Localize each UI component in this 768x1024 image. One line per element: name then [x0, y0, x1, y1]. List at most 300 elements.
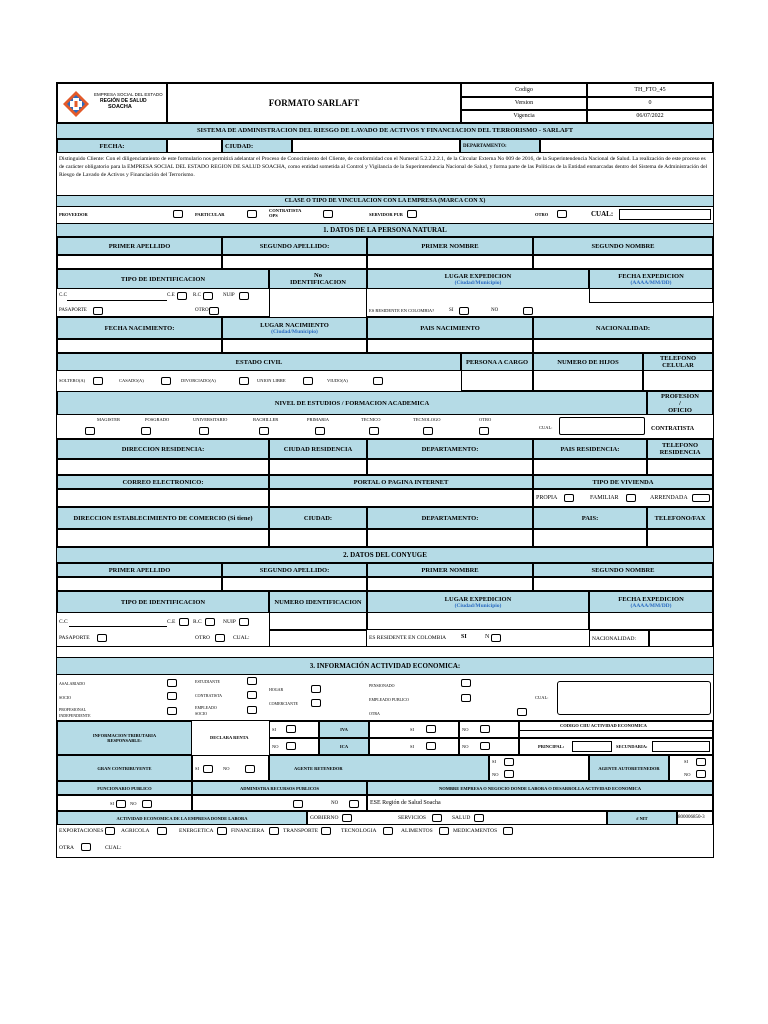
actividad-emp-label: ACTIVIDAD ECONOMICA DE LA EMPRESA DONDE LABORA: [57, 811, 307, 825]
correo-field[interactable]: [57, 489, 269, 507]
tel-res-line1: TELEFONO: [661, 442, 699, 449]
divorciado-label: DIVORCIADO(A): [181, 378, 216, 383]
nit-value: 800006850-3: [678, 815, 705, 820]
ica-label: ICA: [319, 738, 369, 755]
ce-label: C.E: [167, 293, 175, 298]
c-lugar-exp-hint: (Ciudad/Municipio): [454, 602, 502, 609]
nuip-label: NUIP: [223, 293, 235, 298]
persona-cargo-field[interactable]: [461, 371, 533, 391]
ret-no-checkbox[interactable]: [504, 770, 514, 778]
otra-act-label: OTRA: [369, 711, 380, 716]
clase-title: CLASE O TIPO DE VINCULACION CON LA EMPRESA (MARCA CON X): [57, 195, 713, 207]
c-fecha-exp-hint: (AAAA/MM/DD): [630, 602, 672, 609]
fecha-exp-label: [589, 269, 713, 289]
id-rows: [57, 289, 713, 317]
lugar-nac-hint: (Ciudad/Municipio): [271, 328, 318, 335]
logo-icon: [62, 90, 90, 118]
exportaciones-checkbox[interactable]: [105, 827, 115, 835]
codigo-value: TH_FTO_45: [587, 83, 713, 97]
arrendada-label: ARRENDADA: [650, 495, 688, 501]
particular-label: PARTICULAR: [195, 212, 225, 217]
admin-rec-cell: [192, 795, 367, 811]
c-segundo-nombre-field[interactable]: [533, 577, 713, 591]
dir-res-field[interactable]: [57, 459, 269, 475]
c-cual-field[interactable]: [269, 630, 367, 647]
magister-checkbox[interactable]: [85, 427, 95, 435]
renta-si-checkbox[interactable]: [286, 725, 296, 733]
tecnologia-checkbox[interactable]: [383, 827, 393, 835]
secundaria-label: SECUNDARIA:: [616, 744, 648, 749]
c-nuip-label: NUIP: [223, 619, 236, 625]
viudo-label: VIUDO(A): [327, 378, 348, 383]
c-nacionalidad-field[interactable]: [649, 630, 713, 647]
magister-label: MAGISTER: [97, 417, 121, 422]
renta-si-label: SI: [272, 727, 277, 732]
soltero-label: SOLTERO(A): [59, 378, 86, 383]
fecha-label: FECHA:: [57, 139, 167, 153]
union-checkbox[interactable]: [303, 377, 313, 385]
autoret-no-checkbox[interactable]: [696, 770, 706, 778]
c-residente-no-label: N: [485, 634, 490, 640]
iva-no-cell: [459, 721, 519, 738]
asalariado-checkbox[interactable]: [167, 679, 177, 687]
pais-res-field[interactable]: [533, 459, 647, 475]
func-pub-label: FUNCIONARIO PUBLICO: [57, 781, 192, 795]
fecha-exp-field[interactable]: [589, 289, 713, 303]
c-segundo-apellido-label: SEGUNDO APELLIDO:: [222, 563, 367, 577]
cc-field[interactable]: [67, 291, 167, 301]
depto-comercio-field[interactable]: [367, 529, 533, 547]
c-residente-label: ES RESIDENTE EN COLOMBIA: [369, 635, 447, 641]
org-line1: EMPRESA SOCIAL DEL ESTADO: [94, 92, 163, 97]
c-rc-checkbox[interactable]: [205, 618, 215, 626]
contratista-ops-checkbox[interactable]: [323, 210, 333, 218]
nuip-checkbox[interactable]: [239, 292, 249, 300]
rc-label: R.C: [193, 293, 201, 298]
tecnologia-label: TECNOLOGIA: [341, 828, 377, 834]
residente-label: ES RESIDENTE EN COLOMBIA?: [369, 308, 435, 313]
universitario-label: UNIVERSITARIO: [193, 417, 228, 422]
segundo-nombre-label: SEGUNDO NOMBRE: [533, 237, 713, 255]
comerciante-checkbox[interactable]: [311, 699, 321, 707]
lugar-exp-title: LUGAR EXPEDICION: [444, 272, 512, 280]
otro-label: OTRO: [535, 212, 549, 217]
c-ce-checkbox[interactable]: [179, 618, 189, 626]
asalariado-label: ASALARIADO: [59, 681, 85, 686]
estudiante-checkbox[interactable]: [247, 677, 257, 685]
alimentos-label: ALIMENTOS: [401, 828, 433, 834]
agente-ret-cell: [489, 755, 589, 781]
profesional-label: PROFESIONAL: [59, 707, 87, 712]
cual-act-input[interactable]: [557, 681, 711, 715]
renta-si-cell: [269, 721, 319, 738]
c-nacionalidad-label: NACIONALIDAD:: [592, 636, 636, 642]
bachiller-checkbox[interactable]: [259, 427, 269, 435]
clase-row: [57, 207, 713, 223]
ica-no-cell: [459, 738, 519, 755]
principal-label: PRINCIPAL:: [538, 744, 565, 749]
lugar-exp-label: [367, 269, 589, 289]
rc-checkbox[interactable]: [203, 292, 213, 300]
c-tipo-id-label: TIPO DE IDENTIFICACION: [57, 591, 269, 613]
primaria-label: PRIMARIA: [307, 417, 330, 422]
nit-label: # NIT: [607, 811, 677, 825]
cual-input[interactable]: [619, 209, 711, 220]
fecha-nac-label: FECHA NACIMIENTO:: [57, 317, 222, 339]
c-fecha-exp-label: [589, 591, 713, 613]
tecnico-label: TECNICO: [361, 417, 381, 422]
c-pasaporte-label: PASAPORTE: [59, 635, 90, 641]
telfax-field[interactable]: [647, 529, 713, 547]
ciudad-field[interactable]: [292, 139, 460, 153]
autoret-si-checkbox[interactable]: [696, 758, 706, 766]
renta-no-checkbox[interactable]: [286, 742, 296, 750]
casado-label: CASADO(A): [119, 378, 144, 383]
posgrado-label: POSGRADO: [145, 417, 170, 422]
arrendada-checkbox[interactable]: [692, 494, 710, 502]
tipo-vivienda-label: TIPO DE VIVIENDA: [533, 475, 713, 489]
no-id-field[interactable]: [269, 289, 367, 317]
iva-si-cell: [369, 721, 459, 738]
version-value: 0: [587, 97, 713, 110]
c-lugar-exp-field[interactable]: [367, 613, 589, 630]
universitario-checkbox[interactable]: [199, 427, 209, 435]
financiera-checkbox[interactable]: [269, 827, 279, 835]
fecha-exp-title: FECHA EXPEDICION: [618, 272, 684, 280]
hogar-label: HOGAR: [269, 687, 284, 692]
c-residente-no-checkbox[interactable]: [491, 634, 501, 642]
func-no-label: NO: [130, 801, 137, 806]
dir-res-label: DIRECCION RESIDENCIA:: [57, 439, 269, 459]
familiar-label: FAMILIAR: [590, 495, 619, 501]
ciudad-comercio-field[interactable]: [269, 529, 367, 547]
agente-ret-label: AGENTE RETENEDOR: [269, 755, 489, 781]
c-otro-label: OTRO: [195, 635, 210, 641]
energetica-checkbox[interactable]: [217, 827, 227, 835]
pensionado-label: PENSIONADO: [369, 683, 395, 688]
primer-nombre-label: PRIMER NOMBRE: [367, 237, 533, 255]
particular-checkbox[interactable]: [247, 210, 257, 218]
otro-id-label: OTRO: [195, 308, 209, 313]
ret-no-label: NO: [492, 772, 499, 777]
func-no-checkbox[interactable]: [142, 800, 152, 808]
depto-comercio-label: DEPARTAMENTO:: [367, 507, 533, 529]
otra-sector-checkbox[interactable]: [81, 843, 91, 851]
no-id-line2: IDENTIFICACION: [290, 279, 346, 286]
admin-si-checkbox[interactable]: [293, 800, 303, 808]
profesion-line1: PROFESION: [661, 392, 699, 400]
autoret-si-label: SI: [684, 759, 689, 764]
tel-res-label: [647, 439, 713, 459]
soltero-checkbox[interactable]: [93, 377, 103, 385]
form-title: FORMATO SARLAFT: [167, 83, 461, 123]
nacionalidad-field[interactable]: [533, 339, 713, 353]
nit-field[interactable]: [677, 811, 713, 825]
c-primer-nombre-label: PRIMER NOMBRE: [367, 563, 533, 577]
nombre-empresa-label: NOMBRE EMPRESA O NEGOCIO DONDE LABORA O DESARROLLA ACTIVIDAD ECONOMICA: [367, 781, 713, 795]
gobierno-label: GOBIERNO: [310, 815, 339, 821]
otro-checkbox[interactable]: [557, 210, 567, 218]
primer-nombre-field[interactable]: [367, 255, 533, 269]
portal-label: PORTAL O PAGINA INTERNET: [269, 475, 533, 489]
energetica-label: ENERGETICA: [179, 828, 214, 834]
contratista-act-label: CONTRATISTA: [195, 693, 223, 698]
c-cc-label: C.C: [59, 619, 68, 625]
pais-comercio-field[interactable]: [533, 529, 647, 547]
pais-nac-label: PAIS NACIMIENTO: [367, 317, 533, 339]
lugar-nac-label: [222, 317, 367, 339]
salud-checkbox[interactable]: [474, 814, 484, 822]
residente-no-label: NO: [491, 308, 499, 313]
tel-res-field[interactable]: [647, 459, 713, 475]
iva-no-label: NO: [462, 727, 469, 732]
cual-sector-label: CUAL:: [105, 845, 122, 851]
c-segundo-nombre-label: SEGUNDO NOMBRE: [533, 563, 713, 577]
profesion-line2: /: [679, 399, 681, 407]
gran-contrib-cell: [192, 755, 269, 781]
tel-res-line2: RESIDENCIA: [659, 449, 701, 456]
gran-contrib-label: GRAN CONTRIBUYENTE: [57, 755, 192, 781]
pensionado-checkbox[interactable]: [461, 679, 471, 687]
codigo-label: Codigo: [461, 83, 587, 97]
tecnologo-checkbox[interactable]: [423, 427, 433, 435]
actividad-emp-row: [307, 811, 607, 825]
c-num-id-label: NUMERO IDENTIFICACION: [269, 591, 367, 613]
proveedor-checkbox[interactable]: [173, 210, 183, 218]
pais-res-label: PAIS RESIDENCIA:: [533, 439, 647, 459]
ciiu-row: [519, 738, 713, 755]
servicios-checkbox[interactable]: [432, 814, 442, 822]
s3-title: 3. INFORMACIÓN ACTIVIDAD ECONOMICA:: [57, 657, 713, 675]
renta-no-label: NO: [272, 744, 279, 749]
nombre-empresa-field[interactable]: [367, 795, 713, 811]
propia-label: PROPIA: [536, 495, 558, 501]
empleado-pub-checkbox[interactable]: [461, 694, 471, 702]
gran-si-label: SI: [195, 766, 200, 771]
c-otro-checkbox[interactable]: [215, 634, 225, 642]
admin-no-checkbox[interactable]: [349, 800, 359, 808]
c-segundo-apellido-field[interactable]: [222, 577, 367, 591]
otro-est-label: OTRO: [479, 417, 492, 422]
empleado-line2: SOCIO: [195, 711, 208, 716]
admin-rec-label: ADMINISTRA RECURSOS PUBLICOS: [192, 781, 367, 795]
cual-est-input[interactable]: [559, 417, 645, 435]
agricola-checkbox[interactable]: [157, 827, 167, 835]
ret-si-checkbox[interactable]: [504, 758, 514, 766]
gran-si-checkbox[interactable]: [203, 765, 213, 773]
segundo-apellido-label: SEGUNDO APELLIDO:: [222, 237, 367, 255]
dir-comercio-field[interactable]: [57, 529, 269, 547]
s1-title: 1. DATOS DE LA PERSONA NATURAL: [57, 223, 713, 237]
iva-no-checkbox[interactable]: [480, 725, 490, 733]
iva-label: IVA: [319, 721, 369, 738]
autoret-no-label: NO: [684, 772, 691, 777]
c-nuip-checkbox[interactable]: [239, 618, 249, 626]
ret-si-label: SI: [492, 759, 497, 764]
bachiller-label: BACHILLER: [253, 417, 279, 422]
empleado-pub-label: EMPLEADO PUBLICO: [369, 697, 409, 702]
servicios-label: SERVICIOS: [398, 815, 426, 821]
cual-act-label: CUAL:: [535, 695, 549, 700]
propia-checkbox[interactable]: [564, 494, 574, 502]
org-line2: REGIÓN DE SALUD: [100, 98, 147, 104]
c-num-id-field[interactable]: [269, 613, 367, 630]
residente-no-checkbox[interactable]: [523, 307, 533, 315]
fecha-field[interactable]: [167, 139, 222, 153]
union-label: UNION LIBRE: [257, 378, 286, 383]
casado-checkbox[interactable]: [161, 377, 171, 385]
ica-no-checkbox[interactable]: [480, 742, 490, 750]
alimentos-checkbox[interactable]: [439, 827, 449, 835]
estado-civil-label: ESTADO CIVIL: [57, 353, 461, 371]
ciiu-divider: [520, 730, 712, 731]
estado-civil-row: [57, 371, 713, 391]
medicamentos-checkbox[interactable]: [503, 827, 513, 835]
vigencia-value: 06/07/2022: [587, 110, 713, 123]
profesional-checkbox[interactable]: [167, 707, 177, 715]
c-pasaporte-checkbox[interactable]: [97, 634, 107, 642]
func-si-checkbox[interactable]: [116, 800, 126, 808]
portal-field[interactable]: [269, 489, 533, 507]
salud-label: SALUD: [452, 815, 471, 821]
nacionalidad-label: NACIONALIDAD:: [533, 317, 713, 339]
s2-title: 2. DATOS DEL CONYUGE: [57, 547, 713, 563]
proveedor-label: PROVEEDOR: [59, 212, 88, 217]
medicamentos-label: MEDICAMENTOS: [453, 828, 498, 834]
c-nacionalidad-label-cell: [589, 630, 649, 647]
primer-apellido-field[interactable]: [57, 255, 222, 269]
correo-label: CORREO ELECTRONICO:: [57, 475, 269, 489]
ciiu-label: CODIGO CIIU ACTIVIDAD ECONOMICA: [560, 723, 647, 728]
pasaporte-checkbox[interactable]: [93, 307, 103, 315]
cc-label: C.C: [59, 293, 67, 298]
ciiu-header: [519, 721, 713, 738]
ciudad-res-label: CIUDAD RESIDENCIA: [269, 439, 367, 459]
segundo-nombre-field[interactable]: [533, 255, 713, 269]
agricola-label: AGRICOLA: [121, 828, 150, 834]
lugar-nac-field[interactable]: [222, 339, 367, 353]
otro-id-checkbox[interactable]: [209, 307, 219, 315]
c-residente-si-label: SI: [461, 634, 467, 640]
tecnico-checkbox[interactable]: [369, 427, 379, 435]
principal-field[interactable]: [572, 741, 612, 752]
ica-si-checkbox[interactable]: [426, 742, 436, 750]
tel-celular-line2: CELULAR: [662, 362, 694, 369]
c-primer-nombre-field[interactable]: [367, 577, 533, 591]
transporte-checkbox[interactable]: [321, 827, 331, 835]
c-lugar-exp-label: [367, 591, 589, 613]
exportaciones-label: EXPORTACIONES: [59, 828, 104, 834]
primer-apellido-label: PRIMER APELLIDO: [57, 237, 222, 255]
c-fecha-exp-field[interactable]: [589, 613, 713, 630]
ce-checkbox[interactable]: [177, 292, 187, 300]
declara-renta-label: DECLARA RENTA: [210, 735, 249, 740]
independiente-label: INDEPENDIENTE: [59, 713, 91, 718]
gobierno-checkbox[interactable]: [342, 814, 352, 822]
secundaria-field[interactable]: [652, 741, 710, 752]
info-trib-line1: INFORMACION TRIBUTARIA: [92, 733, 157, 738]
residente-si-checkbox[interactable]: [459, 307, 469, 315]
tel-celular-line1: TELEFONO: [659, 355, 697, 362]
financiera-label: FINANCIERA: [231, 828, 265, 834]
contratista-act-checkbox[interactable]: [247, 691, 257, 699]
residente-si-label: SI: [449, 308, 454, 313]
primaria-checkbox[interactable]: [315, 427, 325, 435]
ica-no-label: NO: [462, 744, 469, 749]
c-fecha-exp-title: FECHA EXPEDICION: [618, 595, 684, 603]
pais-comercio-label: PAIS:: [533, 507, 647, 529]
otra-act-checkbox[interactable]: [517, 708, 527, 716]
pais-nac-field[interactable]: [367, 339, 533, 353]
vigencia-label: Vigencia: [461, 110, 587, 123]
fecha-nac-field[interactable]: [57, 339, 222, 353]
contratista-ops-label: CONTRATISTA OPS: [269, 208, 302, 218]
ciudad-res-field[interactable]: [269, 459, 367, 475]
pasaporte-label: PASAPORTE: [59, 308, 87, 313]
familiar-checkbox[interactable]: [626, 494, 636, 502]
c-cual-label: CUAL:: [233, 635, 250, 641]
servidor-checkbox[interactable]: [407, 210, 417, 218]
c-primer-apellido-field[interactable]: [57, 577, 222, 591]
viudo-checkbox[interactable]: [373, 377, 383, 385]
otro-est-checkbox[interactable]: [479, 427, 489, 435]
c-cc-field[interactable]: [69, 615, 167, 627]
segundo-apellido-field[interactable]: [222, 255, 367, 269]
logo-cell: [57, 83, 167, 123]
tel-celular-field[interactable]: [643, 371, 713, 391]
version-label: Version: [461, 97, 587, 110]
telfax-label: TELEFONO/FAX: [647, 507, 713, 529]
socio-label: SOCIO: [59, 695, 72, 700]
gran-no-checkbox[interactable]: [245, 765, 255, 773]
agente-autoret-label: AGENTE AUTORETENEDOR: [589, 755, 669, 781]
autoret-cell: [669, 755, 713, 781]
cual-label: CUAL:: [591, 210, 614, 218]
ica-si-cell: [369, 738, 459, 755]
intro-text: Distinguido Cliente: Con el diligenciamiento de este formulario nos permitirá adelantar el Proceso de Conocimiento del Cliente, de conformidad con el Numeral 5.2.2.2.2.1, de la Circular Externa No 009 de 2016, de la Superintendencia Nacional de Salud. La realización de este proceso es de carácter obligatorio para la EMPRESA SOCIAL DEL ESTADO REGION DE SALUD SOACHA, como entidad sometida al Control y Vigilancia de la Superintendencia Nacional de Salud, y forma parte de las Políticas de la Entidad enmarcadas dentro del Sistema de Administración del Riesgo de Lavado de Activos y Financiación del Terrorismo.: [59, 156, 708, 178]
divorciado-checkbox[interactable]: [239, 377, 249, 385]
iva-si-checkbox[interactable]: [426, 725, 436, 733]
actividad-block: [57, 675, 713, 721]
c-lugar-exp-title: LUGAR EXPEDICION: [444, 595, 512, 603]
estudiante-label: ESTUDIANTE: [195, 679, 220, 684]
empleado-checkbox[interactable]: [247, 706, 257, 714]
tel-celular-label: [643, 353, 713, 371]
transporte-label: TRANSPORTE: [283, 828, 319, 834]
ese-value: ESE Región de Salud Soacha: [370, 800, 441, 806]
departamento-field[interactable]: [540, 139, 713, 153]
lugar-nac-title: LUGAR NACIMIENTO: [260, 321, 329, 329]
no-id-line1: No: [314, 272, 322, 279]
hogar-checkbox[interactable]: [311, 685, 321, 693]
vivienda-row: [533, 489, 713, 507]
gran-no-label: NO: [223, 766, 230, 771]
num-hijos-field[interactable]: [533, 371, 643, 391]
func-pub-cell: [57, 795, 192, 811]
ica-si-label: SI: [410, 744, 415, 749]
depto-res-field[interactable]: [367, 459, 533, 475]
posgrado-checkbox[interactable]: [141, 427, 151, 435]
contratista-value: CONTRATISTA: [651, 426, 695, 432]
depto-res-label: DEPARTAMENTO:: [367, 439, 533, 459]
org-line3: SOACHA: [108, 104, 132, 110]
sarlaft-form: [56, 82, 714, 858]
tecnologo-label: TECNOLOGO: [413, 417, 441, 422]
func-si-label: SI: [110, 801, 115, 806]
socio-checkbox[interactable]: [167, 692, 177, 700]
empleado-line1: EMPLEADO: [195, 705, 217, 710]
departamento-label: DEPARTAMENTO:: [460, 139, 540, 153]
